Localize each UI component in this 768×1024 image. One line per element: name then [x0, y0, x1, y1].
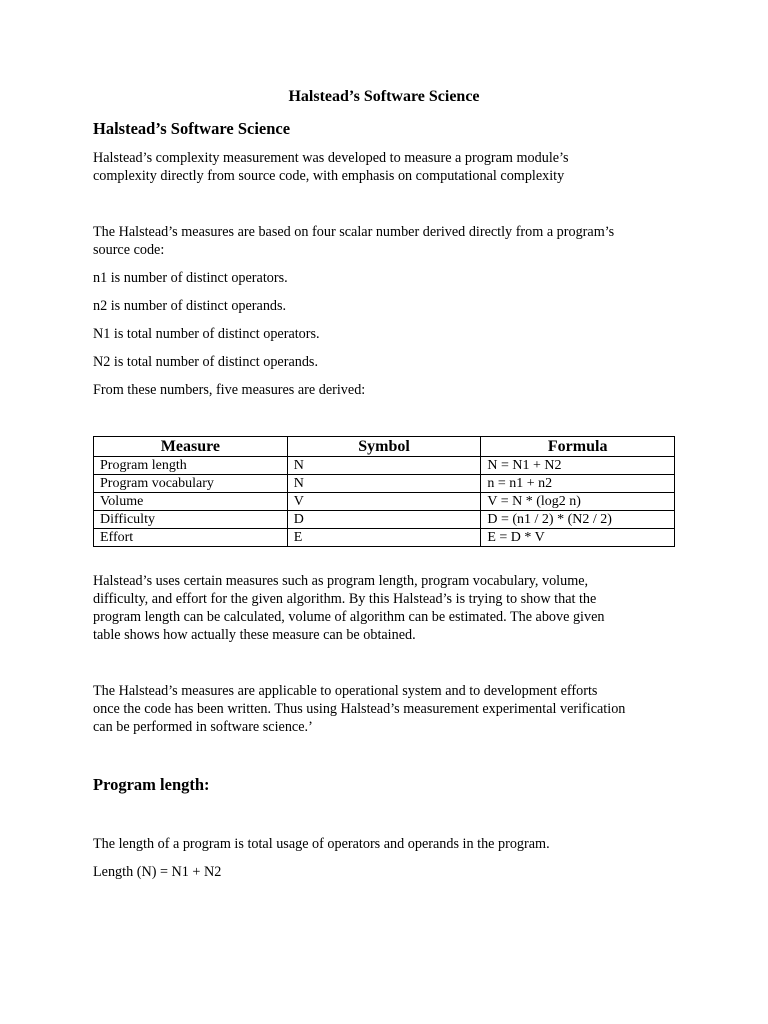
cell-formula: n = n1 + n2 [481, 475, 675, 493]
cell-measure: Program vocabulary [94, 475, 288, 493]
cell-symbol: V [287, 493, 481, 511]
basis-line-1: The Halstead’s measures are based on four scalar number derived directly from a program’s [93, 224, 615, 240]
definition-n2: n2 is number of distinct operands. [93, 298, 287, 314]
intro-line-1: Halstead’s complexity measurement was developed to measure a program module’s [93, 150, 569, 166]
cell-measure: Volume [94, 493, 288, 511]
derived-intro: From these numbers, five measures are derived: [93, 382, 366, 398]
cell-measure: Effort [94, 529, 288, 547]
cell-symbol: D [287, 511, 481, 529]
header-formula: Formula [481, 437, 675, 457]
usage-line-3: program length can be calculated, volume of algorithm can be estimated. The above given [93, 609, 605, 625]
section-heading: Halstead’s Software Science [93, 119, 291, 138]
basis-line-2: source code: [93, 242, 165, 258]
table-row [94, 475, 675, 493]
applicability-line-2: once the code has been written. Thus using Halstead’s measurement experimental verification [93, 701, 626, 717]
cell-formula: V = N * (log2 n) [481, 493, 675, 511]
table-row [94, 457, 675, 475]
header-measure: Measure [94, 437, 288, 457]
measures-table [93, 436, 675, 547]
definition-N2: N2 is total number of distinct operands. [93, 354, 318, 370]
cell-symbol: N [287, 475, 481, 493]
applicability-line-3: can be performed in software science.’ [93, 719, 313, 735]
cell-symbol: E [287, 529, 481, 547]
table-row [94, 493, 675, 511]
usage-line-2: difficulty, and effort for the given algorithm. By this Halstead’s is trying to show that the [93, 591, 597, 607]
cell-measure: Difficulty [94, 511, 288, 529]
usage-line-4: table shows how actually these measure can be obtained. [93, 627, 416, 643]
cell-formula: N = N1 + N2 [481, 457, 675, 475]
usage-line-1: Halstead’s uses certain measures such as program length, program vocabulary, volume, [93, 573, 589, 589]
table-row [94, 511, 675, 529]
cell-measure: Program length [94, 457, 288, 475]
applicability-line-1: The Halstead’s measures are applicable to operational system and to development efforts [93, 683, 598, 699]
table-header-row [94, 437, 675, 457]
definition-N1: N1 is total number of distinct operators. [93, 326, 320, 342]
cell-formula: E = D * V [481, 529, 675, 547]
program-length-text: The length of a program is total usage of operators and operands in the program. [93, 836, 550, 852]
cell-symbol: N [287, 457, 481, 475]
intro-line-2: complexity directly from source code, with emphasis on computational complexity [93, 168, 565, 184]
header-symbol: Symbol [287, 437, 481, 457]
program-length-heading: Program length: [93, 775, 210, 794]
table-row [94, 529, 675, 547]
cell-formula: D = (n1 / 2) * (N2 / 2) [481, 511, 675, 529]
definition-n1: n1 is number of distinct operators. [93, 270, 288, 286]
program-length-formula: Length (N) = N1 + N2 [93, 864, 222, 880]
document-title: Halstead’s Software Science [288, 88, 480, 105]
